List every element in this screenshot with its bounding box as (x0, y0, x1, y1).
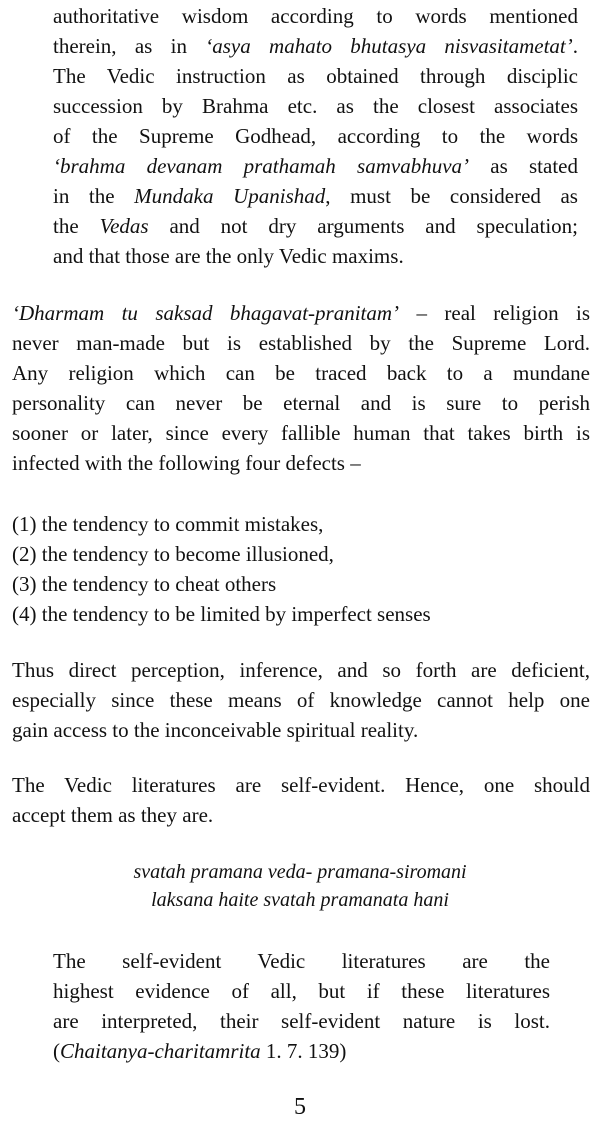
list-item: (2) the tendency to become illusioned, (12, 542, 334, 566)
text-line (12, 715, 590, 745)
text-line (12, 800, 590, 830)
paragraph-vedic-authority (53, 1, 578, 271)
text-run: therein, as in (53, 34, 206, 58)
text-run: The Vedic instruction as obtained through disciplic (53, 64, 578, 88)
text-line (12, 770, 590, 800)
italic-term: Mundaka Upanishad (134, 184, 326, 208)
text-line (12, 685, 590, 715)
text-line (12, 358, 590, 388)
text-run: in the (53, 184, 135, 208)
italic-term: ‘Dharmam tu saksad bhagavat-pranitam’ (12, 301, 400, 325)
paragraph-verse-translation (53, 946, 550, 1066)
text-run: personality can never be eternal and is sure to perish (12, 391, 590, 415)
text-line (53, 181, 578, 211)
text-line (12, 448, 590, 478)
italic-term: Vedas (99, 214, 149, 238)
text-line (53, 121, 578, 151)
text-run: never man-made but is established by the Supreme Lord. (12, 331, 590, 355)
paragraph-self-evident (12, 770, 590, 830)
text-line (12, 298, 590, 328)
paragraph-real-religion (12, 298, 590, 478)
text-line (53, 1006, 550, 1036)
list-item: (1) the tendency to commit mistakes, (12, 512, 324, 536)
text-run: highest evidence of all, but if these literatures (53, 979, 550, 1003)
text-run: the (53, 214, 100, 238)
text-line (53, 31, 578, 61)
italic-term: Chaitanya-charitamrita (60, 1039, 261, 1063)
text-run: Thus direct perception, inference, and so forth are deficient, (12, 658, 590, 682)
text-run: especially since these means of knowledge cannot help one (12, 688, 590, 712)
defects-list (12, 509, 590, 629)
text-run: , must be considered as (325, 184, 578, 208)
verse-line: laksana haite svatah pramanata hani (151, 889, 449, 911)
verse-quotation (0, 858, 600, 914)
text-run: and that those are the only Vedic maxims. (53, 244, 404, 268)
text-run: The Vedic literatures are self-evident. Hence, one should (12, 773, 590, 797)
text-line (53, 151, 578, 181)
text-line (12, 655, 590, 685)
text-line (53, 946, 550, 976)
paragraph-perception-deficient (12, 655, 590, 745)
text-run: . (572, 34, 578, 58)
text-run: of the Supreme Godhead, according to the words (53, 124, 578, 148)
text-run: The self-evident Vedic literatures are the (53, 949, 550, 973)
text-line (53, 61, 578, 91)
italic-term: ‘brahma devanam prathamah samvabhuva’ (53, 154, 470, 178)
text-line (53, 1036, 550, 1066)
text-run: authoritative wisdom according to words mentioned (53, 4, 578, 28)
text-run: infected with the following four defects – (12, 451, 361, 475)
list-item: (3) the tendency to cheat others (12, 572, 277, 596)
text-run: as stated (469, 154, 578, 178)
verse-line: svatah pramana veda- pramana-siromani (133, 861, 467, 883)
italic-term: ‘asya mahato bhutasya nisvasitametat’ (205, 34, 573, 58)
text-line (53, 91, 578, 121)
text-run: 1. 7. 139) (260, 1039, 347, 1063)
text-line (53, 241, 578, 271)
text-run: Any religion which can be traced back to a mundane (12, 361, 590, 385)
text-run: ( (53, 1039, 60, 1063)
text-line (12, 418, 590, 448)
text-run: sooner or later, since every fallible human that takes birth is (12, 421, 590, 445)
text-line (53, 976, 550, 1006)
text-line (12, 388, 590, 418)
text-line (53, 211, 578, 241)
text-run: are interpreted, their self-evident nature is lost. (53, 1009, 550, 1033)
page-number: 5 (294, 1094, 306, 1120)
text-line (53, 1, 578, 31)
text-line (12, 328, 590, 358)
text-run: and not dry arguments and speculation; (148, 214, 578, 238)
list-item: (4) the tendency to be limited by imperfect senses (12, 602, 431, 626)
text-run: gain access to the inconceivable spiritual reality. (12, 718, 419, 742)
text-run: accept them as they are. (12, 803, 214, 827)
text-run: succession by Brahma etc. as the closest associates (53, 94, 578, 118)
text-run: – real religion is (399, 301, 591, 325)
